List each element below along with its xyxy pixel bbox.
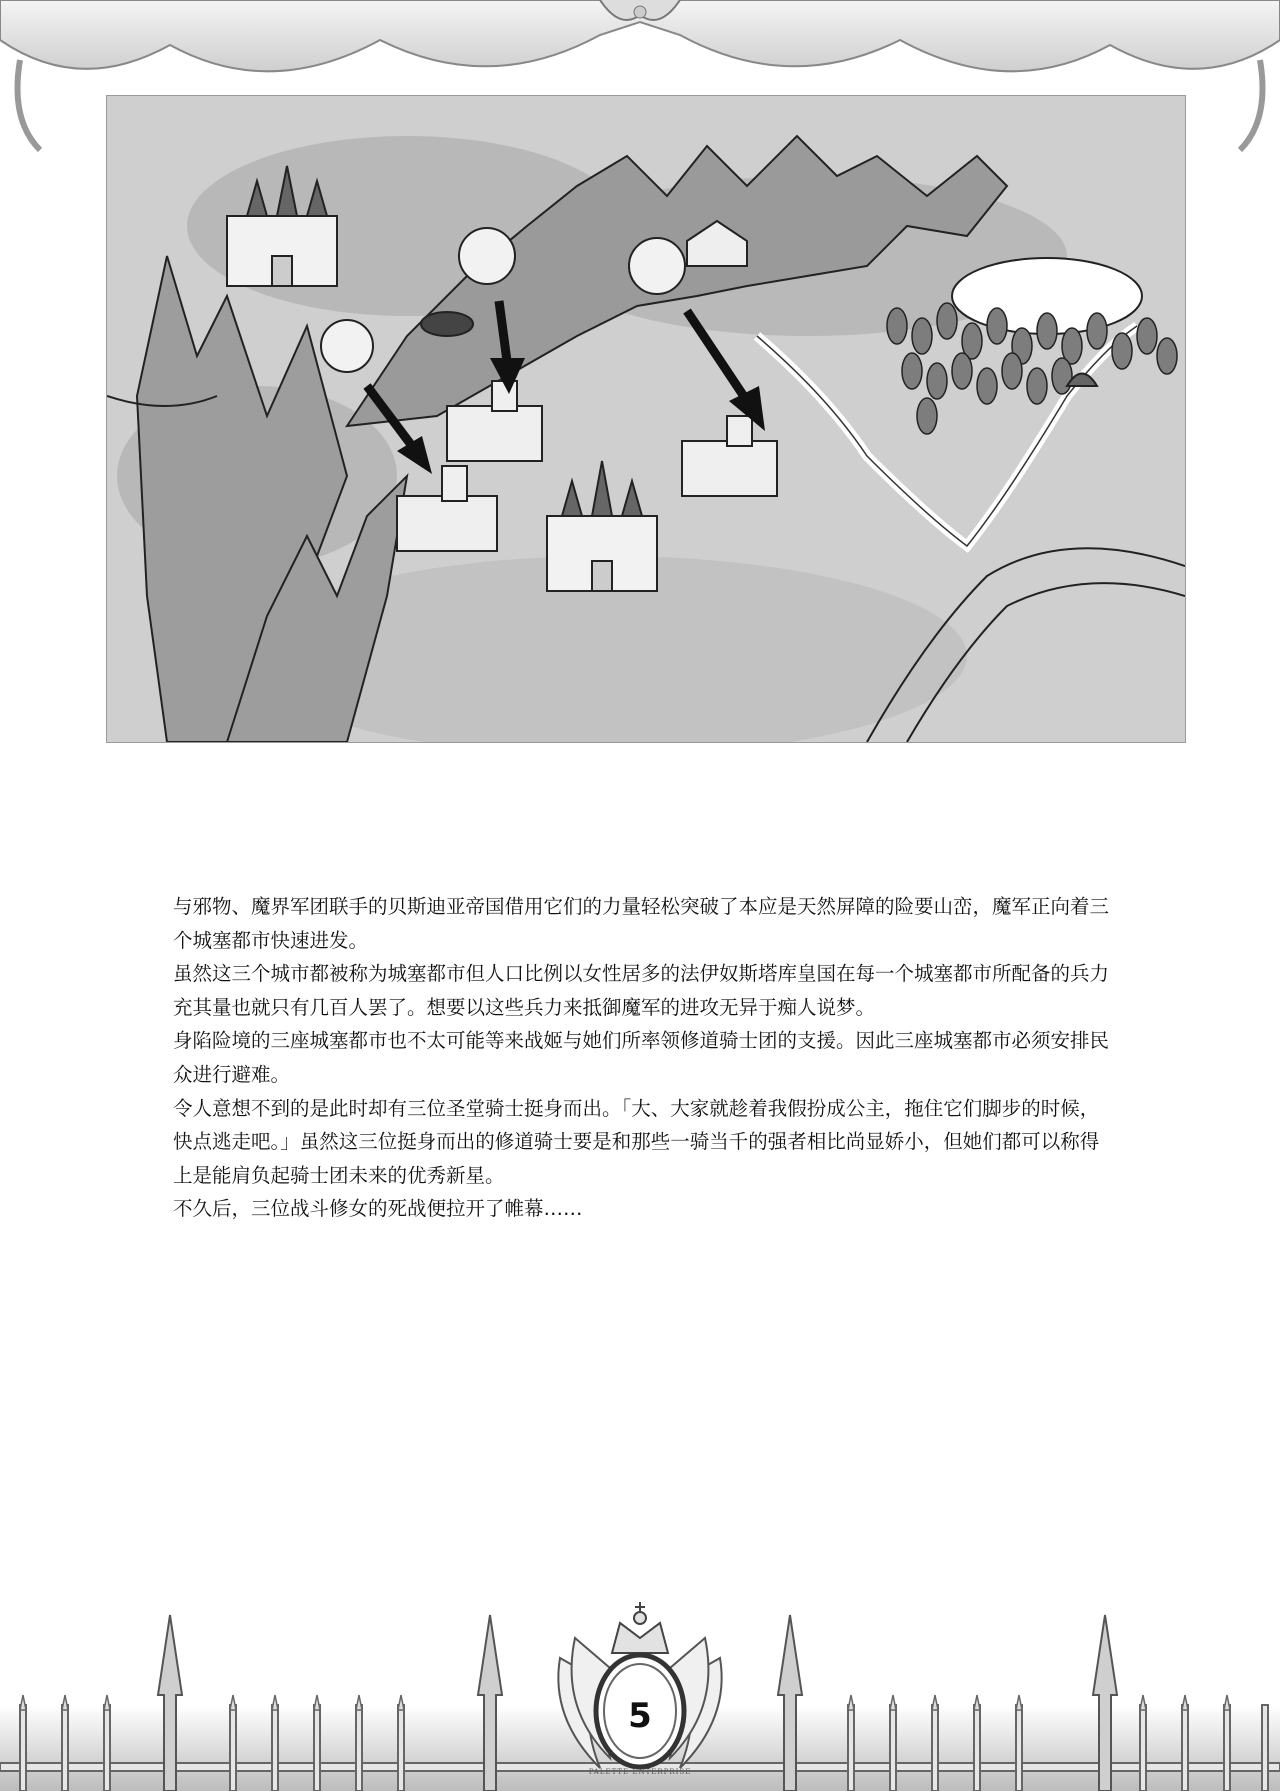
publisher-mark: PALETTE ENTERPRISE [588, 1768, 692, 1776]
crown-icon [612, 1602, 668, 1653]
story-paragraph: 不久后，三位战斗修女的死战便拉开了帷幕…… [173, 1197, 583, 1221]
castle [547, 461, 657, 591]
story-paragraph: 与邪物、魔界军团联手的贝斯迪亚帝国借用它们的力量轻松突破了本应是天然屏障的险要山峦，魔军正向着三个城塞都市快速进发。 [173, 895, 1110, 952]
story-paragraph: 虽然这三个城市都被称为城塞都市但人口比例以女性居多的法伊奴斯塔库皇国在每一个城塞都市所配备的兵力充其量也就只有几百人罢了。想要以这些兵力来抵御魔军的进攻无异于痴人说梦。 [173, 962, 1110, 1019]
story-paragraph: 令人意想不到的是此时却有三位圣堂骑士挺身而出。「大、大家就趁着我假扮成公主，拖住它们脚步的时候，快点逃走吧。」虽然这三位挺身而出的修道骑士要是和那些一骑当千的强者相比尚显娇小，但她们都可以称得上是能肩负起骑士团未来的优秀新星。 [173, 1096, 1100, 1187]
road [757, 326, 1137, 546]
page-number: 5 [628, 1696, 652, 1736]
map-illustration [106, 95, 1186, 743]
story-text [173, 890, 1113, 1226]
story-paragraph: 身陷险境的三座城塞都市也不太可能等来战姬与她们所率领修道骑士团的支援。因此三座城塞都市必须安排民众进行避难。 [173, 1029, 1110, 1086]
